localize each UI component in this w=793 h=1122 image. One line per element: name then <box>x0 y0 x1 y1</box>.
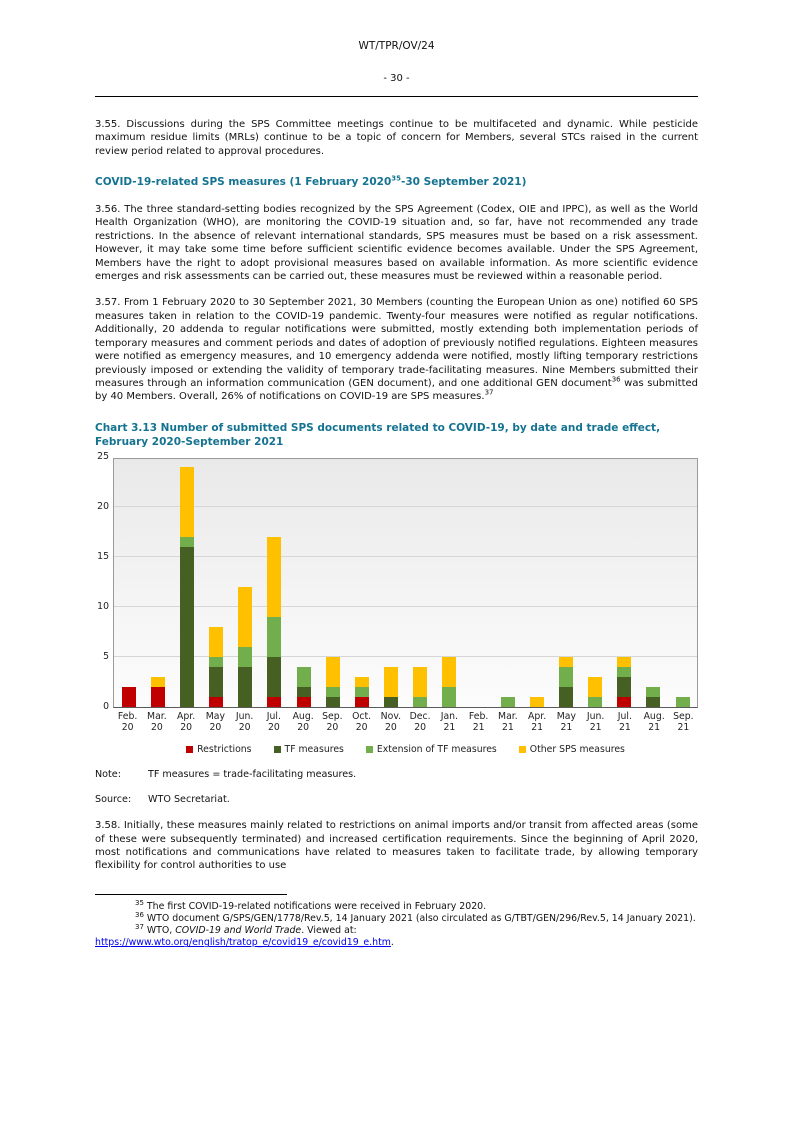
bar-segment <box>588 677 602 697</box>
legend-swatch <box>186 746 193 753</box>
footnote-37-text: WTO, <box>143 925 176 937</box>
bar-segment <box>646 697 660 707</box>
paragraph-3-55: 3.55. Discussions during the SPS Committee meetings continue to be multifaceted and dynamic. While pesticide maximum residue limits (MRLs) continue to be a topic of concern for Members, several STCs raised in the current review period related to approval procedures. <box>95 118 698 157</box>
note-text: TF measures = trade-facilitating measures. <box>148 769 357 781</box>
chart-legend <box>113 743 698 756</box>
x-tick-label: Apr. 21 <box>528 710 547 734</box>
footnote-ref-35: 35 <box>391 174 402 183</box>
stacked-bar <box>209 627 223 707</box>
bar-segment <box>180 537 194 547</box>
bar-segment <box>442 687 456 707</box>
bar-segment <box>355 697 369 707</box>
x-tick-label: Feb. 21 <box>468 710 489 734</box>
bar-segment <box>326 657 340 687</box>
note-label: Note: <box>95 769 121 781</box>
bar-segment <box>122 687 136 707</box>
bar-segment <box>413 697 427 707</box>
stacked-bar <box>151 677 165 707</box>
stacked-bar <box>180 467 194 707</box>
bar-segment <box>617 697 631 707</box>
stacked-bar <box>355 677 369 707</box>
bar-column <box>406 459 435 707</box>
bar-column <box>347 459 376 707</box>
legend-swatch <box>519 746 526 753</box>
section-heading-text-2: -30 September 2021) <box>401 176 527 189</box>
stacked-bar <box>646 687 660 707</box>
bar-segment <box>297 697 311 707</box>
paragraph-3-57-text: 3.57. From 1 February 2020 to 30 September 2021, 30 Members (counting the European Union as one) notified 60 SPS measures taken in relation to the COVID-19 pandemic. Twenty-four measures were notified as regular notifications. Additionally, 20 addenda to regular notifications were submitted, mostly extending both implementation periods of temporary measures and comment periods and dates of adoption of previously notified regulations. Eighteen measures were notified as emergency measures, and 10 emergency addenda were notified, mostly lifting temporary restrictions previously imposed or extending the validity of temporary trade-facilitating measures. Nine Members submitted their measures through an information communication (GEN document), and one additional GEN document <box>95 297 698 389</box>
bar-segment <box>617 667 631 677</box>
bar-segment <box>209 657 223 667</box>
bar-segment <box>646 687 660 697</box>
y-tick-label: 15 <box>97 551 109 563</box>
source-text: WTO Secretariat. <box>148 794 230 806</box>
bar-segment <box>180 547 194 707</box>
stacked-bar <box>384 667 398 707</box>
y-tick-label: 0 <box>103 701 109 713</box>
bar-segment <box>297 667 311 687</box>
bar-segment <box>355 677 369 687</box>
footnote-37-number: 37 <box>135 923 144 932</box>
bar-segment <box>413 667 427 697</box>
bar-column <box>201 459 230 707</box>
footnote-37-italic-title: COVID-19 and World Trade <box>175 925 302 937</box>
bar-segment <box>530 697 544 707</box>
chart-y-axis <box>95 451 113 713</box>
stacked-bar <box>676 697 690 707</box>
footnotes-section <box>95 894 698 950</box>
bar-column <box>581 459 610 707</box>
bar-segment <box>617 677 631 697</box>
chart-note <box>95 769 698 781</box>
bar-segment <box>267 617 281 657</box>
x-tick-label: Feb. 20 <box>117 710 138 734</box>
chart-bars <box>114 459 697 707</box>
bar-segment <box>559 657 573 667</box>
bar-column <box>522 459 551 707</box>
paragraph-3-56: 3.56. The three standard-setting bodies recognized by the SPS Agreement (Codex, OIE and IPPC), as well as the World Health Organization (WHO), are monitoring the COVID-19 situation and, so far, have not recommended any trade restrictions. In the absence of relevant international standards, SPS measures must be based on a risk assessment. However, it may take some time before sufficient scientific evidence becomes available. Under the SPS Agreement, Members have the right to adopt provisional measures based on available information. As more scientific evidence emerges and risk assessments can be carried out, these measures must be reviewed within a reasonable period. <box>95 204 698 283</box>
legend-item <box>519 743 625 756</box>
x-tick-label: Aug. 20 <box>292 710 314 734</box>
stacked-bar <box>530 697 544 707</box>
doc-symbol: WT/TPR/OV/24 <box>358 40 435 52</box>
footnote-37 <box>95 925 698 949</box>
bar-segment <box>209 627 223 657</box>
bar-segment <box>676 697 690 707</box>
stacked-bar <box>267 537 281 707</box>
x-tick-label: May 21 <box>556 710 576 734</box>
bar-segment <box>209 667 223 697</box>
x-tick-label: Jan. 21 <box>440 710 459 734</box>
legend-item <box>186 743 251 756</box>
x-tick-label: Jul. 21 <box>617 710 632 734</box>
bar-segment <box>238 587 252 647</box>
y-tick-label: 20 <box>97 501 109 513</box>
x-tick-label: Nov. 20 <box>380 710 402 734</box>
bar-column <box>610 459 639 707</box>
x-tick-label: Oct. 20 <box>352 710 372 734</box>
bar-segment <box>501 697 515 707</box>
legend-item <box>274 743 344 756</box>
stacked-bar <box>413 667 427 707</box>
bar-column <box>639 459 668 707</box>
footnote-36-number: 36 <box>135 910 144 919</box>
legend-swatch <box>366 746 373 753</box>
stacked-bar <box>122 687 136 707</box>
section-heading <box>95 175 698 189</box>
bar-column <box>376 459 405 707</box>
x-tick-label: Mar. 21 <box>498 710 518 734</box>
page-number: - 30 - <box>383 73 410 85</box>
footnote-37-text-2: . Viewed at: <box>301 925 357 937</box>
bar-segment <box>559 667 573 687</box>
header-rule <box>95 96 698 97</box>
bar-column <box>464 459 493 707</box>
footnote-35-text: The first COVID-19-related notifications were received in February 2020. <box>143 900 487 912</box>
footnote-separator <box>95 894 287 895</box>
footnote-ref-36: 36 <box>611 375 621 384</box>
y-tick-label: 25 <box>97 451 109 463</box>
bar-segment <box>267 697 281 707</box>
bar-column <box>435 459 464 707</box>
bar-segment <box>559 687 573 707</box>
footnote-36-text: WTO document G/SPS/GEN/1778/Rev.5, 14 January 2021 (also circulated as G/TBT/GEN/296/Rev.5, 14 January 2021). <box>143 912 696 924</box>
bar-segment <box>588 697 602 707</box>
bar-segment <box>151 687 165 707</box>
stacked-bar <box>588 677 602 707</box>
bar-segment <box>355 687 369 697</box>
footnote-37-link[interactable]: https://www.wto.org/english/tratop_e/covid19_e/covid19_e.htm <box>95 937 391 949</box>
bar-column <box>318 459 347 707</box>
footnote-ref-37: 37 <box>484 388 494 397</box>
x-tick-label: Jul. 20 <box>266 710 281 734</box>
footnote-35-number: 35 <box>135 898 144 907</box>
paragraph-3-58: 3.58. Initially, these measures mainly related to restrictions on animal imports and/or transit from affected areas (some of these were subsequently terminated) and increased certification requirements. Since the beginning of April 2020, most notifications and communications have related to measures taken to facilitate trade, by allowing temporary flexibility for control authorities to use <box>95 820 698 872</box>
bar-column <box>551 459 580 707</box>
x-tick-label: Apr. 20 <box>177 710 196 734</box>
bar-column <box>493 459 522 707</box>
y-tick-label: 5 <box>103 651 109 663</box>
bar-segment <box>238 667 252 707</box>
x-tick-label: Mar. 20 <box>147 710 167 734</box>
paragraph-3-57 <box>95 296 698 403</box>
bar-segment <box>617 657 631 667</box>
legend-label: Restrictions <box>197 743 252 755</box>
footnote-37-text-3: . <box>390 937 394 949</box>
x-tick-label: Sep. 20 <box>322 710 343 734</box>
legend-swatch <box>274 746 281 753</box>
x-tick-label: Jun. 21 <box>586 710 605 734</box>
bar-column <box>260 459 289 707</box>
bar-column <box>668 459 697 707</box>
section-heading-text: COVID-19-related SPS measures (1 February 2020 <box>95 176 392 189</box>
bar-segment <box>297 687 311 697</box>
legend-item <box>366 743 497 756</box>
bar-segment <box>238 647 252 667</box>
chart-source <box>95 794 698 806</box>
bar-segment <box>384 667 398 697</box>
x-tick-label: Sep. 21 <box>673 710 694 734</box>
bar-column <box>231 459 260 707</box>
footnote-35 <box>95 898 698 913</box>
stacked-bar <box>297 667 311 707</box>
y-tick-label: 10 <box>97 601 109 613</box>
bar-segment <box>384 697 398 707</box>
bar-column <box>114 459 143 707</box>
chart-title: Chart 3.13 Number of submitted SPS documents related to COVID-19, by date and trade effect, February 2020-September 2021 <box>95 421 661 448</box>
bar-segment <box>151 677 165 687</box>
bar-segment <box>326 697 340 707</box>
x-tick-label: Aug. 21 <box>643 710 665 734</box>
x-tick-label: May 20 <box>205 710 225 734</box>
legend-label: Extension of TF measures <box>376 743 497 755</box>
bar-segment <box>326 687 340 697</box>
bar-segment <box>267 537 281 617</box>
x-tick-label: Dec. 20 <box>409 710 431 734</box>
paragraph-3-57-text-2: was submitted by 40 Members. Overall, 26% of notifications on COVID-19 are SPS measures. <box>95 377 698 403</box>
source-label: Source: <box>95 794 132 806</box>
chart-plot-area <box>113 458 698 708</box>
bar-segment <box>180 467 194 537</box>
chart-3-13 <box>95 451 698 756</box>
bar-column <box>172 459 201 707</box>
stacked-bar <box>238 587 252 707</box>
legend-label: TF measures <box>284 743 344 755</box>
chart-x-axis <box>113 711 698 734</box>
bar-segment <box>209 697 223 707</box>
stacked-bar <box>501 697 515 707</box>
stacked-bar <box>617 657 631 707</box>
bar-column <box>289 459 318 707</box>
legend-label: Other SPS measures <box>529 743 625 755</box>
footnote-36 <box>95 910 698 925</box>
stacked-bar <box>559 657 573 707</box>
bar-segment <box>267 657 281 697</box>
x-tick-label: Jun. 20 <box>235 710 254 734</box>
bar-column <box>143 459 172 707</box>
stacked-bar <box>442 657 456 707</box>
bar-segment <box>442 657 456 687</box>
stacked-bar <box>326 657 340 707</box>
